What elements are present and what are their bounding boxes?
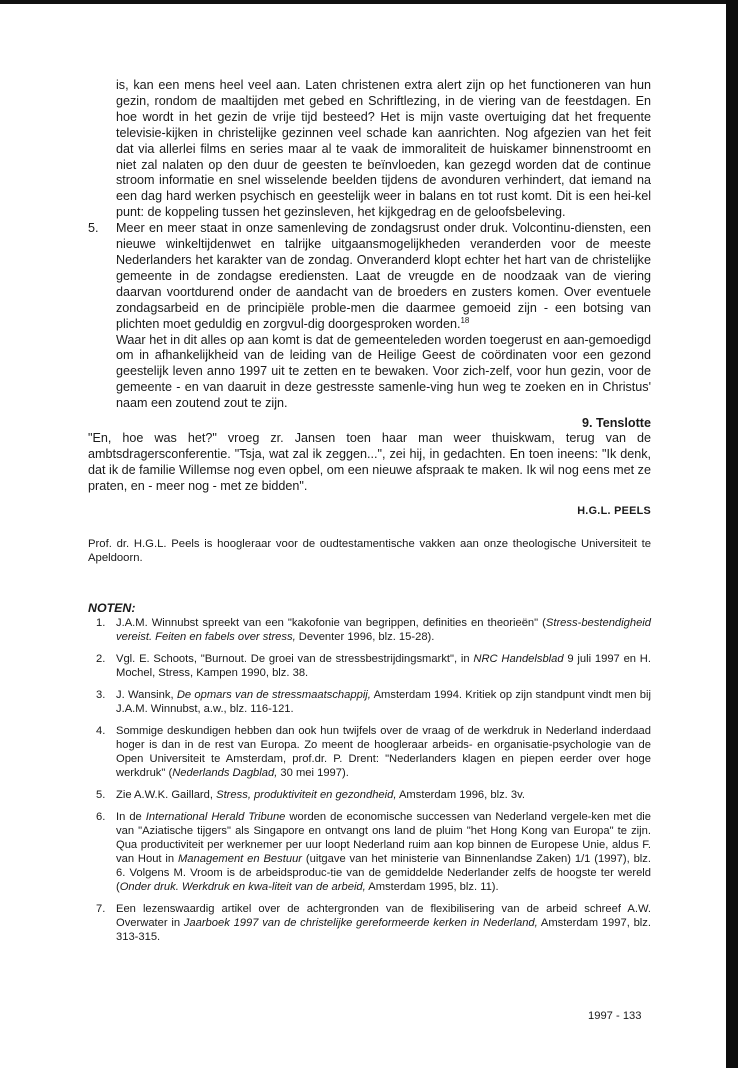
article-body xyxy=(88,78,651,495)
note-text: Vgl. E. Schoots, "Burnout. De groei van de stressbestrijdingsmarkt", in xyxy=(116,653,474,666)
note-text: J.A.M. Winnubst spreekt van een "kakofonie van begrippen, definities en theorieën" ( xyxy=(116,617,546,630)
note-item xyxy=(88,810,651,894)
note-number: 5. xyxy=(96,789,106,802)
paragraph-final: "En, hoe was het?" vroeg zr. Jansen toen haar man weer thuiskwam, terug van de ambtsdragersconferentie. "Tsja, wat zal ik zeggen...", zei hij, in gedachten. En toen ineens: "Ik denk, dat ik de familie Willemse nog even opbel, om een nieuwe afspraak te maken. Ik wil nog eens met ze praten, en - meer nog - met ze bidden". xyxy=(88,431,651,493)
note-text: worden de economische successen van Nederland vergele-ken met die van "Aziatische tijgers" als Singapore en ontvangt ons land de pluim "het Hong Kong van Europa" te zijn. Qua productiviteit per werknemer per uur loopt Nederland ruim aan kop binnen de Europese Unie, aldus F. van Hout in xyxy=(116,811,651,866)
note-item xyxy=(88,788,651,802)
note-title-italic: Onder druk. Werkdruk en kwa-liteit van de arbeid, xyxy=(119,881,366,894)
note-title-italic: Stress-bestendigheid vereist. Feiten en fabels over stress, xyxy=(116,617,651,644)
paragraph-gezin: is, kan een mens heel veel aan. Laten christenen extra alert zijn op het functioneren van hun gezin, rondom de maaltijden met gebed en Schriftlezing, in de viering van de feestdagen. En hoe wordt in het gezin de vrije tijd besteed? Het is mijn vaste overtuiging dat het frequente televisie-kijken in christelijke gezinnen veel schade kan aanrichten. Nog afgezien van het feit dat via allerlei films en series maar al te vaak de immoraliteit de huiskamer binnenstroomt en niet zal nalaten op den duur de geesten te beïnvloeden, kan gezegd worden dat de continue stroom informatie en snel wisselende beelden tijdens de avonduren verhindert, dat iemand na een dag hard werken psychisch en geestelijk weer in balans en tot rust komt. Dit is een hei-kel punt: de koppeling tussen het gezinsleven, het kijkgedrag en de geloofsbeleving. xyxy=(116,78,651,220)
author-name: H.G.L. PEELS xyxy=(577,504,651,517)
list-item-5 xyxy=(88,221,651,332)
note-item xyxy=(88,688,651,716)
note-text: Een lezenswaardig artikel over de achtergronden van de flexibilisering van de arbeid schreef A.W. Overwater in xyxy=(116,903,651,930)
note-text: Amsterdam 1994. Kritiek op zijn standpunt vindt men bij J.A.M. Winnubst, a.w., blz. 116-121. xyxy=(116,689,651,716)
author-bio: Prof. dr. H.G.L. Peels is hoogleraar voor de oudtestamentische vakken aan onze theologische Universiteit te Apeldoorn. xyxy=(88,537,651,565)
note-title-italic: De opmars van de stressmaatschappij, xyxy=(176,689,371,702)
footnote-ref-18: 18 xyxy=(460,315,470,325)
notes-title: NOTEN: xyxy=(88,601,136,616)
note-text: 9 juli 1997 en H. Mochel, Stress, Kampen 1990, blz. 38. xyxy=(116,653,651,680)
note-title-italic: Management en Bestuur xyxy=(177,853,303,866)
list-item-5-number: 5. xyxy=(88,221,99,236)
list-item-5-text: Meer en meer staat in onze samenleving de zondagsrust onder druk. Volcontinu-diensten, een nieuwe winkeltijdenwet en talrijke uitgaansmogelijkheden veranderden voor de meeste Nederlanders het karakter van de zondag. Onveranderd klopt echter het hart van de christelijke gemeente in de zondagse erediensten. Laat de vreugde en de noodzaak van de viering daarvan voortdurend onder de aandacht van de broeders en zusters komen. Over eventuele zondagsarbeid en de principiële proble-men die daarmee gemoeid zijn - een botsing van plichten moet geduldig en zorgvul-dig doorgesproken worden. xyxy=(116,221,651,331)
note-text: Deventer 1996, blz. 15-28). xyxy=(295,631,435,644)
page-content xyxy=(88,78,651,952)
note-item xyxy=(88,652,651,680)
paragraph-conclusion: Waar het in dit alles op aan komt is dat de gemeenteleden worden toegerust en aan-gemoedigd om in afhankelijkheid van de leiding van de Heilige Geest de coördinaten voor een gezond geestelijk leven anno 1997 uit te zetten en te bewaken. Voor zich-zelf, voor hun gezin, voor de gemeente - en van daaruit in deze gestresste samenle-ving hun weg te zoeken en in Christus' naam een zoutend zout te zijn. xyxy=(116,332,651,411)
note-number: 1. xyxy=(96,617,106,630)
note-text: Zie A.W.K. Gaillard, xyxy=(116,789,217,802)
note-number: 4. xyxy=(96,725,106,738)
note-text: Amsterdam 1997, blz. 313-315. xyxy=(116,917,651,944)
section-heading: 9. Tenslotte xyxy=(581,416,651,431)
note-text: Sommige deskundigen hebben dan ook hun twijfels over de vraag of de werkdruk in Nederland inderdaad hoger is dan in de rest van Europa. Zo meent de hoogleraar arbeids- en organisatie-psychologie van de Open Universiteit te Amsterdam, prof.dr. P. Drent: "Nederlanders klagen en piepen eerder over hoge werkdruk" ( xyxy=(116,725,651,780)
note-title-italic: Stress, produktiviteit en gezondheid, xyxy=(216,789,397,802)
notes-list xyxy=(88,616,651,944)
note-text: In de xyxy=(116,811,146,824)
note-number: 3. xyxy=(96,689,106,702)
note-text: 30 mei 1997). xyxy=(277,767,349,780)
note-text: J. Wansink, xyxy=(116,689,177,702)
note-title-italic: Jaarboek 1997 van de christelijke gereformeerde kerken in Nederland, xyxy=(183,917,538,930)
note-number: 6. xyxy=(96,811,106,824)
note-number: 7. xyxy=(96,903,106,916)
page-number: 1997 - 133 xyxy=(588,1010,642,1022)
note-item xyxy=(88,616,651,644)
note-text: Amsterdam 1995, blz. 11). xyxy=(365,881,499,894)
note-title-italic: Nederlands Dagblad, xyxy=(172,767,278,780)
note-text: (uitgave van het ministerie van Binnenlandse Zaken) 1/1 (1997), blz. 6. Volgens M. Vroom is de arbeidsproduc-tie van de gemiddelde Nederlander zelfs de hoogste ter wereld ( xyxy=(116,853,651,894)
note-item xyxy=(88,724,651,780)
note-number: 2. xyxy=(96,653,106,666)
note-text: Amsterdam 1996, blz. 3v. xyxy=(396,789,525,802)
scan-edge-right xyxy=(726,0,738,1068)
note-title-italic: NRC Handelsblad xyxy=(473,653,564,666)
note-item xyxy=(88,902,651,944)
note-title-italic: International Herald Tribune xyxy=(145,811,286,824)
scan-edge-top xyxy=(0,0,738,4)
